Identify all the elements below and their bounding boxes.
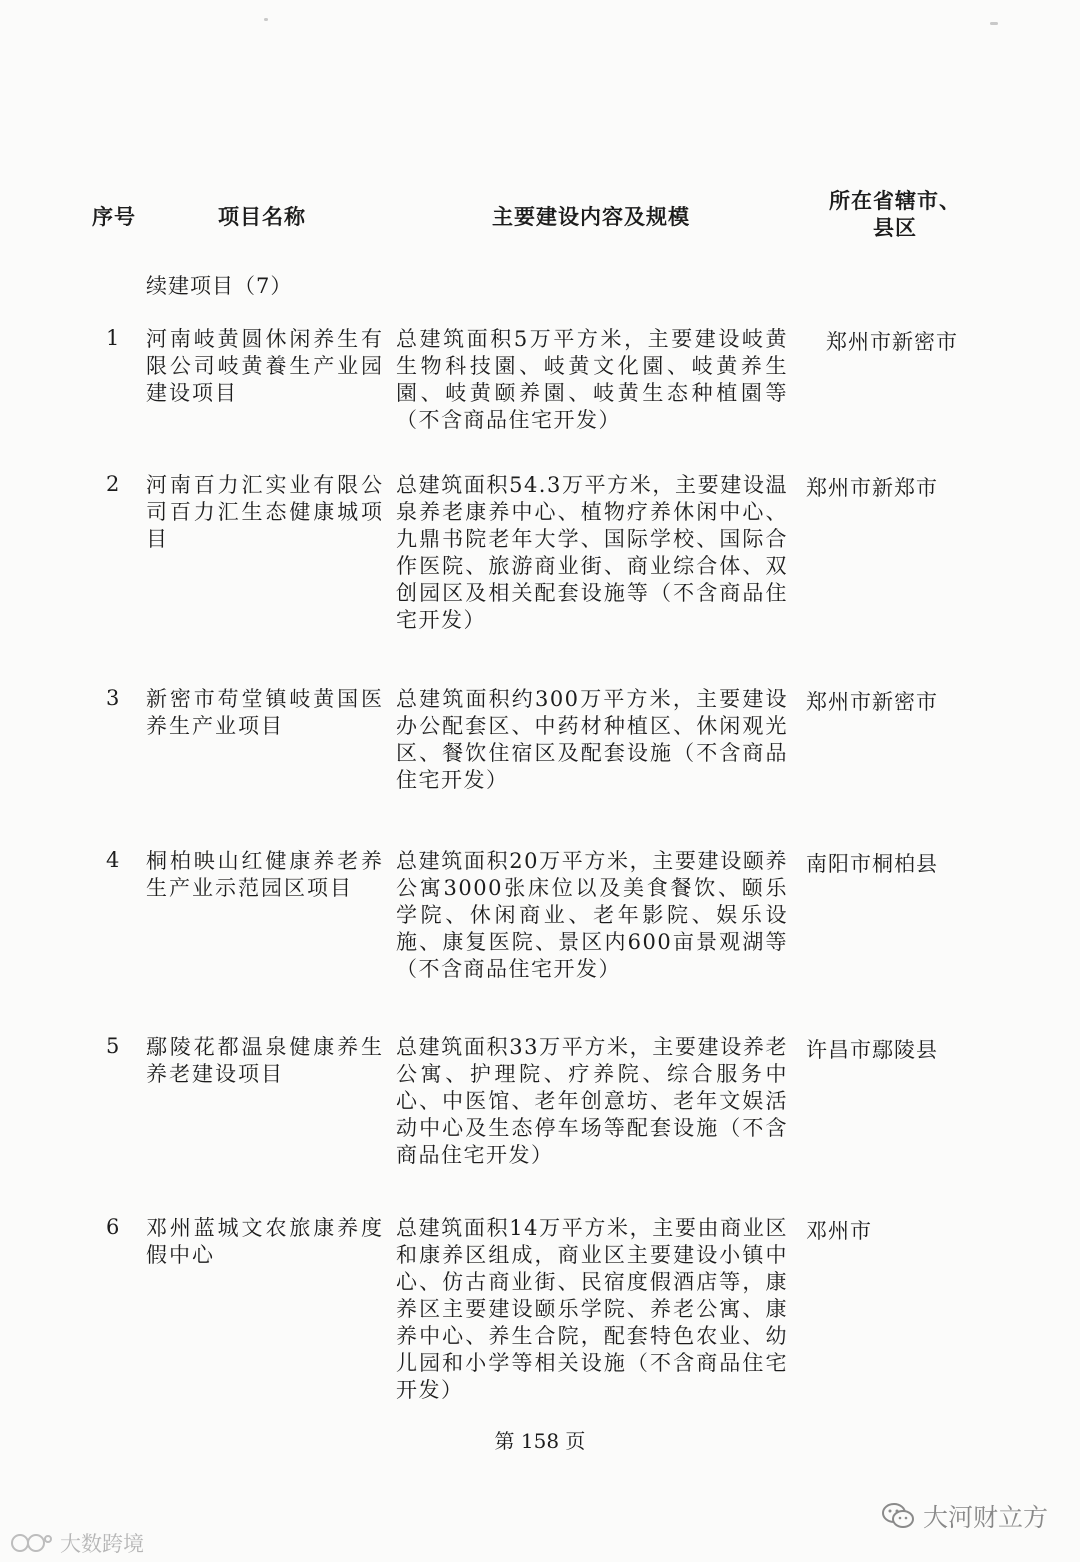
header-seq: 序号 — [92, 205, 136, 229]
row-project-name: 邓州蓝城文农旅康养度假中心 — [146, 1216, 384, 1267]
row-content: 总建筑面积5万平方米，主要建设岐黄生物科技園、岐黄文化園、岐黄养生園、岐黄颐养園、岐黄生态种植園等（不含商品住宅开发） — [396, 327, 788, 432]
row-location: 郑州市新郑市 — [806, 476, 938, 500]
row-content: 总建筑面积54.3万平方米，主要建设温泉养老康养中心、植物疗养休闲中心、九鼎书院老年大学、国际学校、国际合作医院、旅游商业街、商业综合体、双创园区及相关配套设施等（不含商品住宅开发） — [396, 473, 788, 632]
watermark-right-text: 大河财立方 — [922, 1503, 1048, 1532]
row-location: 许昌市鄢陵县 — [806, 1038, 938, 1062]
row-project-name: 河南百力汇实业有限公司百力汇生态健康城项目 — [146, 473, 384, 551]
watermark-left — [10, 1528, 144, 1558]
header-location — [800, 188, 990, 242]
watermark-right — [881, 1498, 1048, 1534]
row-number: 2 — [106, 472, 120, 496]
header-location-line1: 所在省辖市、 — [829, 189, 961, 213]
header-location-line2: 县区 — [873, 216, 917, 240]
row-number: 6 — [106, 1215, 120, 1239]
row-content: 总建筑面积约300万平方米，主要建设办公配套区、中药材种植区、休闲观光区、餐饮住宿区及配套设施（不含商品住宅开发） — [396, 687, 788, 792]
scan-speck — [264, 18, 268, 21]
row-location: 邓州市 — [806, 1219, 872, 1243]
wechat-icon — [881, 1501, 915, 1531]
row-content: 总建筑面积20万平方米，主要建设颐养公寓3000张床位以及美食餐饮、颐乐学院、休闲商业、老年影院、娱乐设施、康复医院、景区内600亩景观湖等（不含商品住宅开发） — [396, 849, 788, 981]
row-number: 3 — [106, 686, 120, 710]
row-project-name: 鄢陵花都温泉健康养生养老建设项目 — [146, 1035, 384, 1086]
row-content: 总建筑面积14万平方米，主要由商业区和康养区组成，商业区主要建设小镇中心、仿古商业街、民宿度假酒店等，康养区主要建设颐乐学院、养老公寓、康养中心、养生合院，配套特色农业、幼儿园和小学等相关设施（不含商品住宅开发） — [396, 1216, 788, 1402]
row-content: 总建筑面积33万平方米，主要建设养老公寓、护理院、疗养院、综合服务中心、中医馆、老年创意坊、老年文娱活动中心及生态停车场等配套设施（不含商品住宅开发） — [396, 1035, 788, 1167]
header-content: 主要建设内容及规模 — [492, 205, 690, 229]
row-project-name: 河南岐黄圆休闲养生有限公司岐黄養生产业园建设项目 — [146, 327, 384, 405]
row-project-name: 桐柏映山红健康养老养生产业示范园区项目 — [146, 849, 384, 900]
section-title: 续建项目（7） — [146, 274, 293, 298]
row-project-name: 新密市苟堂镇岐黄国医养生产业项目 — [146, 687, 384, 738]
row-location: 郑州市新密市 — [806, 690, 938, 714]
row-number: 1 — [106, 326, 120, 350]
logo-icon — [10, 1532, 54, 1554]
scan-speck — [990, 22, 998, 25]
row-location: 郑州市新密市 — [826, 330, 958, 354]
page-number: 第 158 页 — [494, 1429, 586, 1453]
row-number: 4 — [106, 848, 120, 872]
watermark-left-text: 大数跨境 — [60, 1532, 144, 1556]
row-number: 5 — [106, 1034, 120, 1058]
header-project-name: 项目名称 — [218, 205, 306, 229]
row-location: 南阳市桐柏县 — [806, 852, 938, 876]
